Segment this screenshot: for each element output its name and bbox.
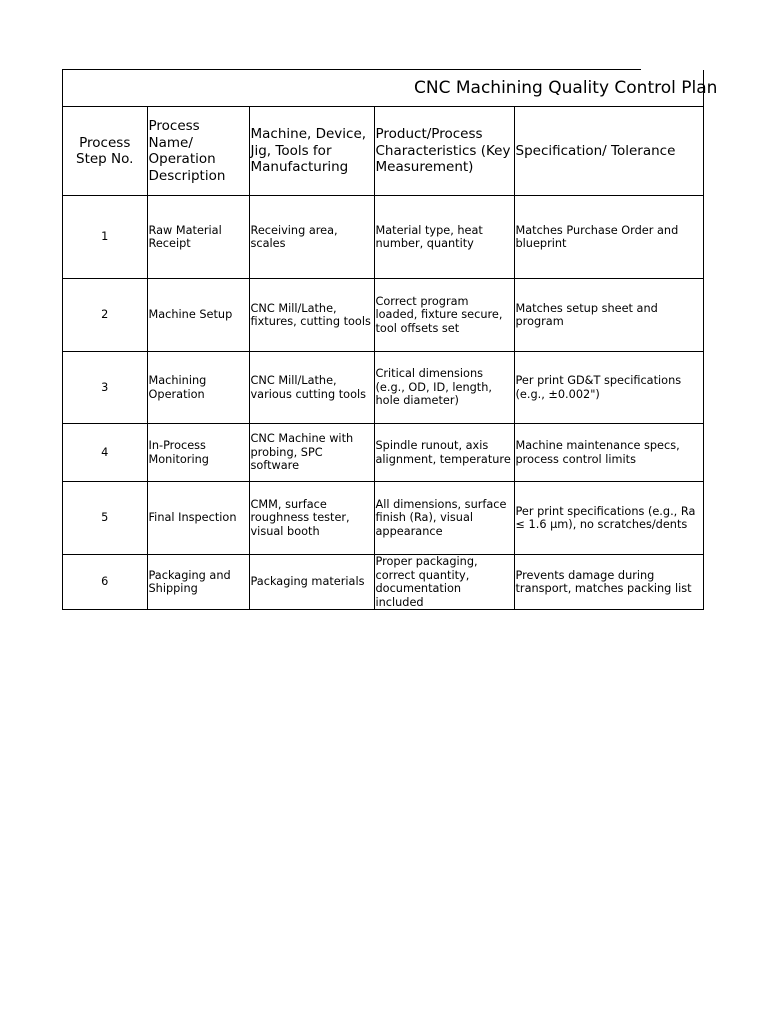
specification-cell: Per print specifications (e.g., Ra ≤ 1.6 µm), no scratches/dents: [514, 482, 703, 555]
sheet-title: CNC Machining Quality Control Plan: [414, 78, 718, 98]
table-row: [63, 555, 703, 610]
header-machine: Machine, Device, Jig, Tools for Manufacturing: [249, 107, 374, 196]
header-step-no: Process Step No.: [63, 107, 147, 196]
characteristics-cell: Material type, heat number, quantity: [374, 196, 514, 279]
table-row: [63, 482, 703, 555]
header-specification: Specification/ Tolerance: [514, 107, 703, 196]
process-name-cell: Machining Operation: [147, 352, 249, 424]
machine-cell: Packaging materials: [249, 555, 374, 610]
process-name-cell: Packaging and Shipping: [147, 555, 249, 610]
header-row: [63, 107, 703, 196]
process-name-cell: In-Process Monitoring: [147, 424, 249, 482]
process-name-cell: Final Inspection: [147, 482, 249, 555]
header-process-name: Process Name/ Operation Description: [147, 107, 249, 196]
title-cell: [63, 70, 718, 107]
table-row: [63, 424, 703, 482]
quality-control-plan-table: [63, 70, 718, 610]
table-row: [63, 279, 703, 352]
process-name-cell: Raw Material Receipt: [147, 196, 249, 279]
specification-cell: Per print GD&T specifications (e.g., ±0.002"): [514, 352, 703, 424]
machine-cell: CNC Mill/Lathe, fixtures, cutting tools: [249, 279, 374, 352]
characteristics-cell: Critical dimensions (e.g., OD, ID, length, hole diameter): [374, 352, 514, 424]
characteristics-cell: Proper packaging, correct quantity, documentation included: [374, 555, 514, 610]
header-characteristics: Product/Process Characteristics (Key Measurement): [374, 107, 514, 196]
specification-cell: Matches setup sheet and program: [514, 279, 703, 352]
characteristics-cell: All dimensions, surface finish (Ra), visual appearance: [374, 482, 514, 555]
specification-cell: Matches Purchase Order and blueprint: [514, 196, 703, 279]
machine-cell: CMM, surface roughness tester, visual booth: [249, 482, 374, 555]
characteristics-cell: Spindle runout, axis alignment, temperature: [374, 424, 514, 482]
spreadsheet-table: [62, 69, 718, 610]
machine-cell: CNC Mill/Lathe, various cutting tools: [249, 352, 374, 424]
specification-cell: Machine maintenance specs, process control limits: [514, 424, 703, 482]
step-number-cell: 5: [63, 482, 147, 555]
specification-cell: Prevents damage during transport, matches packing list: [514, 555, 703, 610]
step-number-cell: 1: [63, 196, 147, 279]
step-number-cell: 4: [63, 424, 147, 482]
step-number-cell: 3: [63, 352, 147, 424]
title-row: [63, 70, 703, 107]
step-number-cell: 6: [63, 555, 147, 610]
table-row: [63, 196, 703, 279]
step-number-cell: 2: [63, 279, 147, 352]
characteristics-cell: Correct program loaded, fixture secure, tool offsets set: [374, 279, 514, 352]
machine-cell: Receiving area, scales: [249, 196, 374, 279]
machine-cell: CNC Machine with probing, SPC software: [249, 424, 374, 482]
process-name-cell: Machine Setup: [147, 279, 249, 352]
table-row: [63, 352, 703, 424]
